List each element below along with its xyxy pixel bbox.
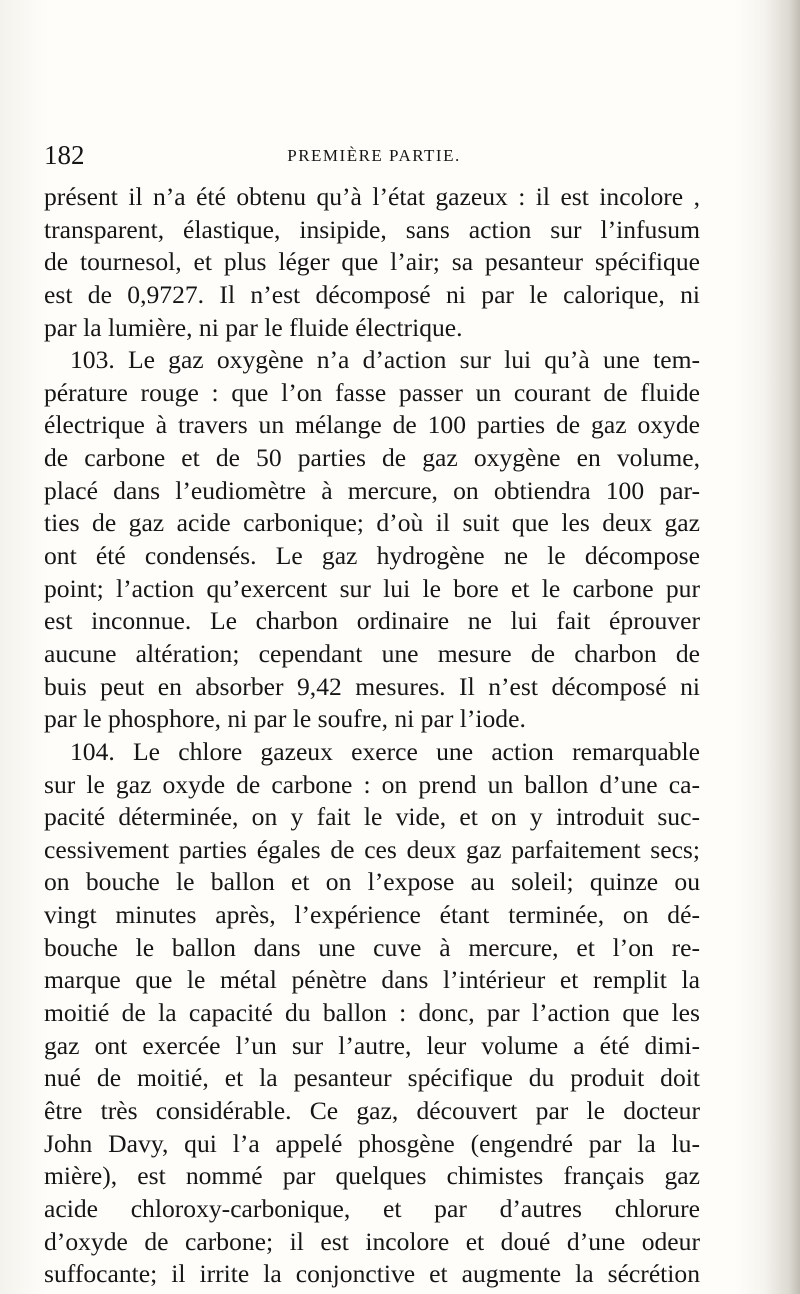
paragraph-start-103: 103. Le gaz oxygène n’a d’action sur lui qu’à une tem- xyxy=(70,345,700,375)
text-line: cessivement parties égales de ces deux gaz parfaitement secs; xyxy=(44,834,700,864)
text-line: pacité déterminée, on y fait le vide, et on y introduit suc- xyxy=(44,802,700,832)
text-line: sur le gaz oxyde de carbone : on prend un ballon d’une ca- xyxy=(44,769,700,799)
text-line: suffocante; il irrite la conjonctive et augmente la sécrétion xyxy=(44,1259,700,1289)
text-line: mière), est nommé par quelques chimistes français gaz xyxy=(44,1161,700,1191)
page-edge-shadow xyxy=(764,0,800,1294)
text-line: vingt minutes après, l’expérience étant terminée, on dé- xyxy=(44,900,700,930)
page-number: 182 xyxy=(44,140,85,170)
text-line: par le phosphore, ni par le soufre, ni par l’iode. xyxy=(44,704,526,734)
text-line: par la lumière, ni par le fluide électrique. xyxy=(44,312,463,342)
text-line: de tournesol, et plus léger que l’air; sa pesanteur spécifique xyxy=(44,247,700,277)
text-line: être très considérable. Ce gaz, découvert par le docteur xyxy=(44,1095,700,1125)
running-title: PREMIÈRE PARTIE. xyxy=(287,146,461,165)
text-line: John Davy, qui l’a appelé phosgène (engendré par la lu- xyxy=(44,1128,700,1158)
text-line: de carbone et de 50 parties de gaz oxygène en volume, xyxy=(44,443,700,473)
text-line: acide chloroxy-carbonique, et par d’autres chlorure xyxy=(44,1193,700,1223)
text-line: est de 0,9727. Il n’est décomposé ni par le calorique, ni xyxy=(44,279,700,309)
text-line: électrique à travers un mélange de 100 parties de gaz oxyde xyxy=(44,410,700,440)
text-line: d’oxyde de carbone; il est incolore et doué d’une odeur xyxy=(44,1226,700,1256)
text-line: aucune altération; cependant une mesure de charbon de xyxy=(44,638,700,668)
text-line: buis peut en absorber 9,42 mesures. Il n’est décomposé ni xyxy=(44,671,700,701)
text-line: présent il n’a été obtenu qu’à l’état gazeux : il est incolore , xyxy=(44,182,700,211)
text-line: on bouche le ballon et on l’expose au soleil; quinze ou xyxy=(44,867,700,897)
text-line: ont été condensés. Le gaz hydrogène ne le décompose xyxy=(44,541,700,571)
text-line: pérature rouge : que l’on fasse passer un courant de fluide xyxy=(44,377,700,407)
text-line: nué de moitié, et la pesanteur spécifique du produit doit xyxy=(44,1063,700,1093)
text-line: marque que le métal pénètre dans l’intérieur et remplit la xyxy=(44,965,700,995)
text-line: transparent, élastique, insipide, sans action sur l’infusum xyxy=(44,214,700,244)
text-line: est inconnue. Le charbon ordinaire ne lui fait éprouver xyxy=(44,606,700,636)
paragraph-start-104: 104. Le chlore gazeux exerce une action remarquable xyxy=(70,736,700,766)
text-line: moitié de la capacité du ballon : donc, par l’action que les xyxy=(44,998,700,1028)
text-line: ties de gaz acide carbonique; d’où il suit que les deux gaz xyxy=(44,508,700,538)
text-line: bouche le ballon dans une cuve à mercure, et l’on re- xyxy=(44,932,700,962)
text-line: point; l’action qu’exercent sur lui le bore et le carbone pur xyxy=(44,573,700,603)
page-header xyxy=(44,140,704,170)
text-line: gaz ont exercée l’un sur l’autre, leur volume a été dimi- xyxy=(44,1030,700,1060)
body-text xyxy=(44,181,700,1291)
text-line: placé dans l’eudiomètre à mercure, on obtiendra 100 par- xyxy=(44,475,700,505)
